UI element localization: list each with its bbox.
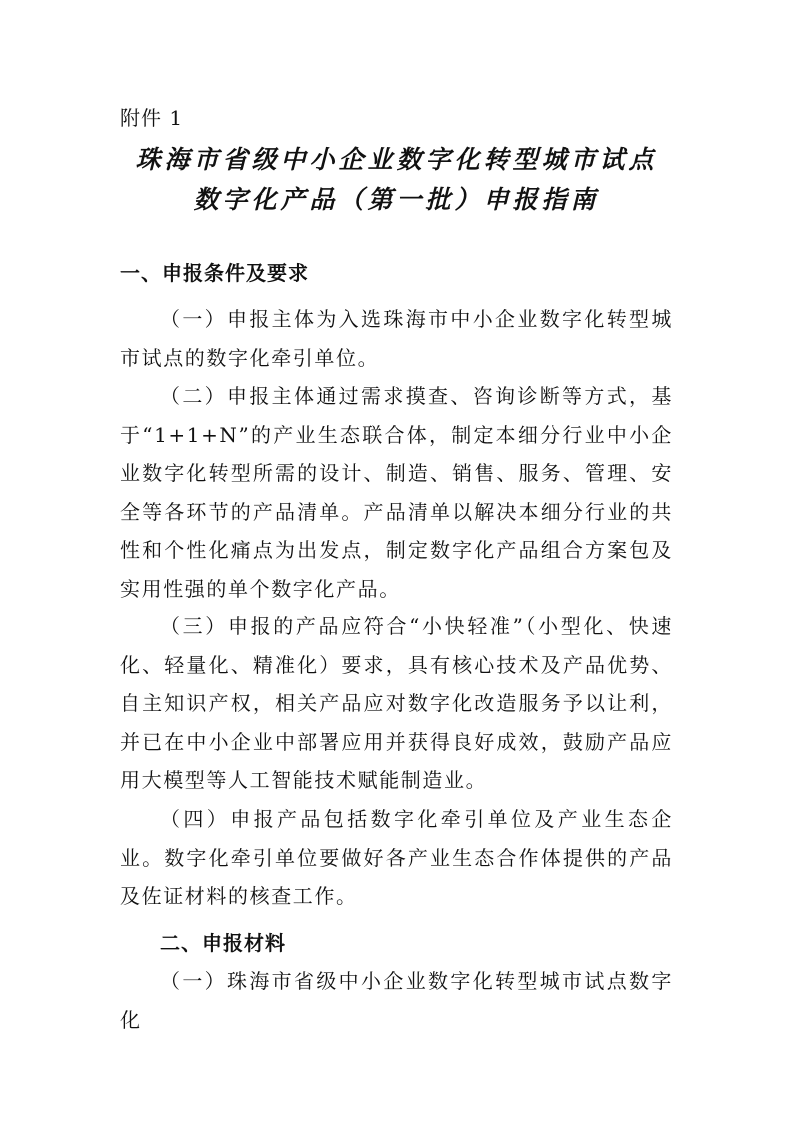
paragraph-requirement-3: （三）申报的产品应符合“小快轻准”（小型化、快速化、轻量化、精准化）要求，具有核心技术及产品优势、自主知识产权，相关产品应对数字化改造服务予以让利，并已在中小企业中部署应用并获得良好成效，鼓励产品应用大模型等人工智能技术赋能制造业。 — [120, 614, 673, 792]
document-title-line-2: 数字化产品（第一批）申报指南 — [193, 185, 600, 214]
paragraph-requirement-4: （四）申报产品包括数字化牵引单位及产业生态企业。数字化牵引单位要做好各产业生态合作体提供的产品及佐证材料的核查工作。 — [120, 807, 673, 908]
paragraph-requirement-2: （二）申报主体通过需求摸查、咨询诊断等方式，基于“1+1+N”的产业生态联合体，制定本细分行业中小企业数字化转型所需的设计、制造、销售、服务、管理、安全等各环节的产品清单。产品清单以解决本细分行业的共性和个性化痛点为出发点，制定数字化产品组合方案包及实用性强的单个数字化产品。 — [120, 384, 673, 601]
paragraph-materials-1: （一）珠海市省级中小企业数字化转型城市试点数字化 — [120, 969, 673, 1032]
section-heading-requirements: 一、申报条件及要求 — [120, 261, 309, 285]
document-title-line-1: 珠海市省级中小企业数字化转型城市试点 — [135, 145, 658, 174]
paragraph-requirement-1: （一）申报主体为入选珠海市中小企业数字化转型城市试点的数字化牵引单位。 — [120, 307, 673, 370]
attachment-label: 附件 1 — [120, 106, 184, 130]
section-heading-materials: 二、申报材料 — [160, 931, 286, 955]
